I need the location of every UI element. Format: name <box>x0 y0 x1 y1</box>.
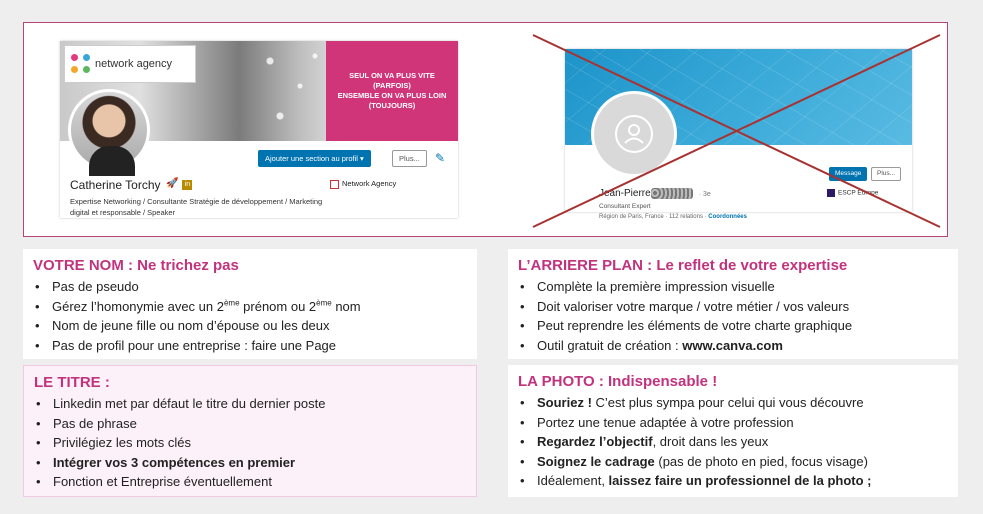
slogan-line: (TOUJOURS) <box>368 101 416 110</box>
box-heading: LE TITRE : <box>34 374 110 391</box>
logo-text: network agency <box>95 58 173 70</box>
list-item: • Soignez le cadrage (pas de photo en pied, focus visage) <box>518 452 948 472</box>
box-heading: VOTRE NOM : Ne trichez pas <box>33 257 239 274</box>
box-heading: L’ARRIERE PLAN : Le reflet de votre expertise <box>518 257 848 274</box>
company-name: ESCP Europe <box>838 189 879 197</box>
message-button[interactable]: Message <box>829 167 867 181</box>
location-text: Région de Paris, France · 112 relations · <box>599 214 707 220</box>
edit-pencil-icon[interactable]: ✎ <box>434 151 446 165</box>
good-profile-example <box>60 41 458 218</box>
add-section-button[interactable]: Ajouter une section au profil ▾ <box>258 150 371 167</box>
list-item: • Regardez l’objectif, droit dans les yeux <box>518 432 948 452</box>
list-item: • Idéalement, laissez faire un professionnel de la photo ; <box>518 471 948 491</box>
avatar[interactable] <box>68 89 150 171</box>
list-item: • Doit valoriser votre marque / votre métier / vos valeurs <box>518 297 948 317</box>
name-tips-box <box>23 249 477 359</box>
list-item: • Gérez l’homonymie avec un 2ème prénom ou 2ème nom <box>33 297 467 317</box>
profile-title: Consultant Expert <box>599 203 651 210</box>
network-logo-icon <box>71 54 91 74</box>
more-button[interactable]: Plus... <box>871 167 901 181</box>
connection-degree: · 3e <box>698 191 711 199</box>
list-item: • Souriez ! C’est plus sympa pour celui qui vous découvre <box>518 393 948 413</box>
list-item: • Intégrer vos 3 compétences en premier <box>34 453 466 473</box>
profile-company[interactable] <box>330 179 396 189</box>
banner-slogan <box>326 41 458 141</box>
slogan-line: SEUL ON VA PLUS VITE <box>349 71 435 80</box>
banner-decoration <box>250 41 330 141</box>
company-name: Network Agency <box>342 179 397 188</box>
list-item: • Fonction et Entreprise éventuellement <box>34 472 466 492</box>
examples-frame <box>23 22 948 237</box>
list-item: • Pas de pseudo <box>33 277 467 297</box>
box-heading: LA PHOTO : Indispensable ! <box>518 373 718 390</box>
slogan-line: (PARFOIS) <box>373 81 411 90</box>
photo-tips-box <box>508 365 958 497</box>
linkedin-icon: in <box>182 180 192 190</box>
contact-link[interactable]: Coordonnées <box>708 214 747 220</box>
list-item: • Complète la première impression visuelle <box>518 277 948 297</box>
name-text: Jean-Pierre <box>599 188 651 200</box>
company-icon <box>330 180 339 189</box>
title-tips-box <box>23 365 477 497</box>
cross-out-icon <box>529 31 944 231</box>
background-tips-box <box>508 249 958 359</box>
list-item: • Outil gratuit de création : www.canva.com <box>518 336 948 356</box>
company-logo <box>64 45 196 83</box>
more-button[interactable]: Plus... <box>392 150 427 167</box>
profile-headline: Expertise Networking / Consultante Stratégie de développement / Marketing digital et responsable / Speaker <box>70 197 323 217</box>
rocket-icon: 🚀 <box>166 178 179 189</box>
list-item: • Portez une tenue adaptée à votre profession <box>518 413 948 433</box>
canva-link[interactable]: www.canva.com <box>682 337 783 353</box>
profile-name: Catherine Torchy <box>70 178 161 192</box>
list-item: • Privilégiez les mots clés <box>34 433 466 453</box>
list-item: • Nom de jeune fille ou nom d’épouse ou les deux <box>33 316 467 336</box>
list-item: • Peut reprendre les éléments de votre charte graphique <box>518 316 948 336</box>
list-item: • Pas de profil pour une entreprise : faire une Page <box>33 336 467 356</box>
name-badges <box>166 178 192 190</box>
list-item: • Pas de phrase <box>34 414 466 434</box>
slogan-line: ENSEMBLE ON VA PLUS LOIN <box>337 91 447 100</box>
list-item: • Linkedin met par défaut le titre du dernier poste <box>34 394 466 414</box>
